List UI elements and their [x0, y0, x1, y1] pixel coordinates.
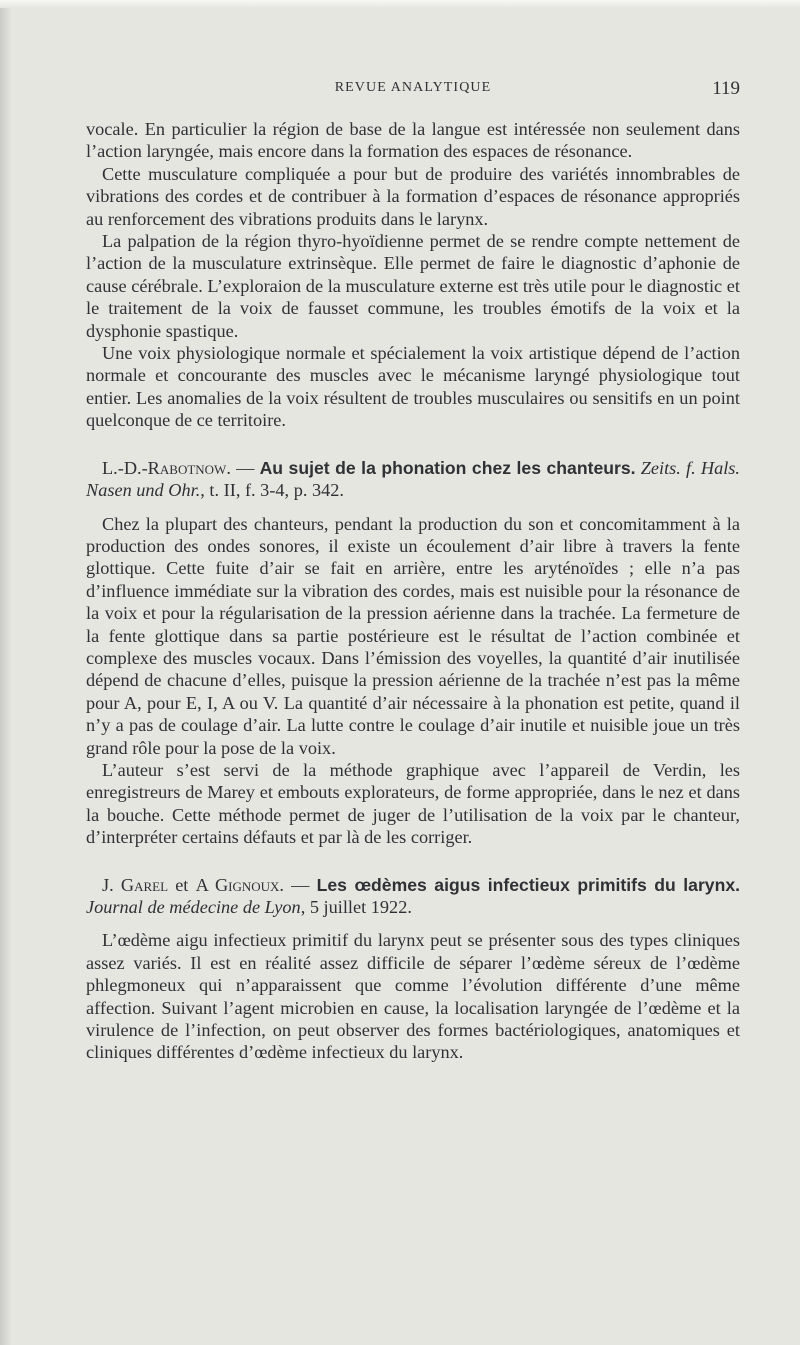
- entry-conjunction: et: [168, 874, 196, 895]
- entry-author: J. Garel: [102, 874, 169, 895]
- entry-citation: , 5 juillet 1922.: [300, 897, 412, 917]
- entry-title: Au sujet de la phonation chez les chanteurs.: [259, 457, 636, 478]
- entry-citation: , t. II, f. 3-4, p. 342.: [200, 480, 344, 501]
- paragraph: La palpation de la région thyro-hyoïdienne permet de se rendre compte nettement de l’action de la musculature extrinsèque. Elle permet de faire le diagnostic d’aphonie de cause cérébrale. L’exploraion de la musculature externe est très utile pour le diagnostic et le traitement de la voix de fausset commune, les troubles émotifs de la voix et la dysphonie spastique.: [86, 231, 740, 341]
- paragraph: L’auteur s’est servi de la méthode graphique avec l’appareil de Verdin, les enregistreurs de Marey et embouts explorateurs, de forme appropriée, dans le nez et dans la bouche. Cette méthode permet de juger de l’utilisation de la voix par le chanteur, d’interpréter certains défauts et par là de les corriger.: [86, 759, 740, 848]
- page-number: 119: [712, 78, 740, 99]
- paragraph: Une voix physiologique normale et spécialement la voix artistique dépend de l’action normale et concourante des muscles avec le mécanisme laryngé physiologique tout entier. Les anomalies de la voix résultent de troubles musculaires ou sensitifs en un point quelconque de ce territoire.: [86, 343, 740, 431]
- entry-journal: Zeits. f. Hals. Nasen und Ohr.: [86, 457, 740, 501]
- entry-author: A Gignoux.: [195, 874, 284, 895]
- entry-dash: —: [230, 457, 260, 478]
- paragraph-continuation: vocale. En particulier la région de base de la langue est intéressée non seulement dans l’action laryngée, mais encore dans la formation des espaces de résonance.: [86, 119, 740, 162]
- entry-journal: Journal de médecine de Lyon: [86, 897, 301, 917]
- entry-title: Les œdèmes aigus infectieux primitifs du larynx.: [316, 874, 740, 895]
- entry-author: L.-D.-Rabotnow.: [102, 457, 231, 478]
- article-body: [86, 118, 740, 1064]
- review-entry-heading: [86, 457, 740, 502]
- paragraph: L’œdème aigu infectieux primitif du larynx peut se présenter sous des types cliniques assez variés. Il est en réalité assez difficile de séparer l’œdème séreux de l’œdème phlegmoneux qui n’apparaissent que comme l’évolution différente d’une même affection. Suivant l’agent microbien en cause, la localisation laryngée de l’œdème et la virulence de l’infection, on peut observer des formes bactériologiques, anatomiques et cliniques différentes d’œdème infectieux du larynx.: [86, 930, 740, 1063]
- running-title: REVUE ANALYTIQUE: [334, 80, 492, 95]
- paragraph: Cette musculature compliquée a pour but de produire des variétés innombrables de vibrations des cordes et de contribuer à la formation d’espaces de résonance appropriés au renforcement des vibrations produits dans le larynx.: [86, 163, 740, 229]
- entry-dash: —: [284, 874, 317, 895]
- page-header: [86, 78, 740, 102]
- paragraph: Chez la plupart des chanteurs, pendant la production du son et concomitamment à la production des ondes sonores, il existe un écoulement d’air libre à travers la fente glottique. Cette fuite d’air se fait en arrière, entre les aryténoïdes ; elle n’a pas d’influence immédiate sur la vibration des cordes, mais est nuisible pour la résonance de la voix et pour la régularisation de la pression aérienne dans la trachée. La fermeture de la fente glottique dans sa partie postérieure est le résultat de l’action combinée et complexe des muscles vocaux. Dans l’émission des voyelles, la quantité d’air inutilisée dépend de chacune d’elles, puisque la pression aérienne de la trachée n’est pas la même pour A, pour E, I, A ou V. La quantité d’air nécessaire à la phonation est petite, quand il n’y a pas de coulage d’air. La lutte contre le coulage d’air inutile et nuisible joue un très grand rôle pour la pose de la voix.: [86, 513, 740, 758]
- review-entry-heading: [86, 874, 740, 919]
